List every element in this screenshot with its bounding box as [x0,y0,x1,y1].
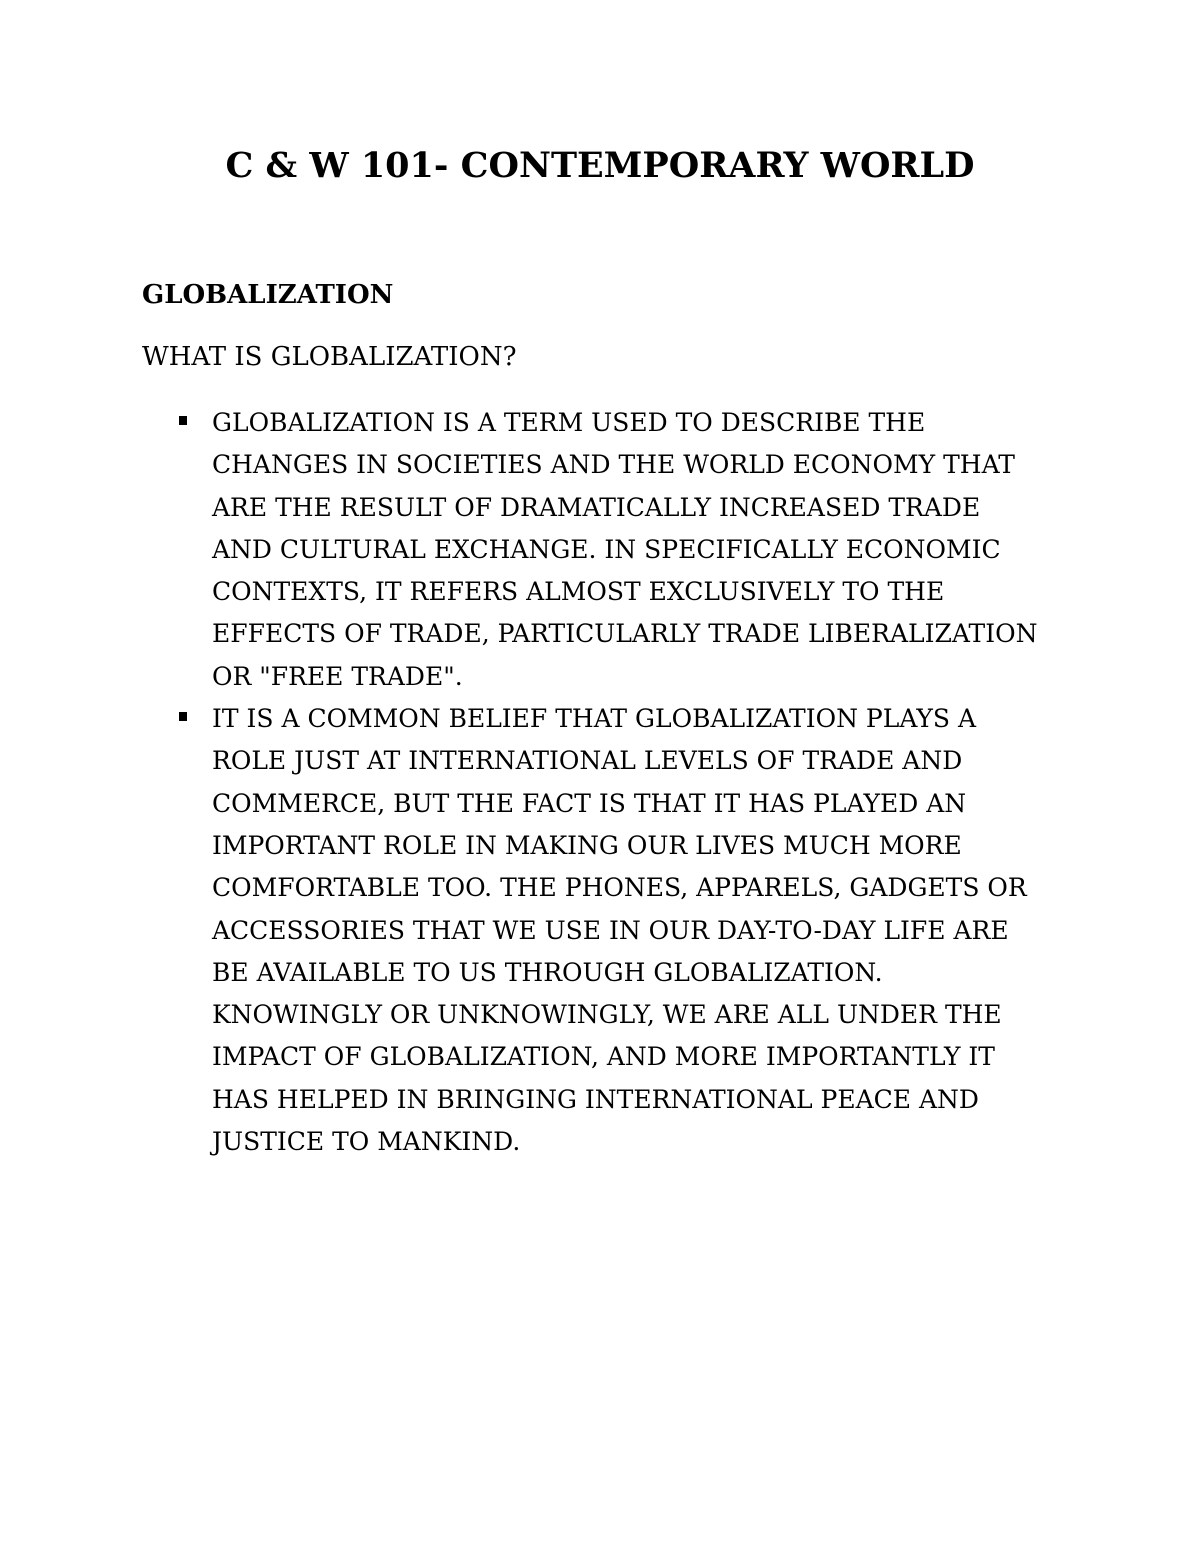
bullet-text: IT IS A COMMON BELIEF THAT GLOBALIZATION PLAYS A ROLE JUST AT INTERNATIONAL LEVELS OF TRADE AND COMMERCE, BUT THE FACT IS THAT IT HAS PLAYED AN IMPORTANT ROLE IN MAKING OUR LIVES MUCH MORE COMFORTABLE TOO. THE PHONES, APPARELS, GADGETS OR ACCESSORIES THAT WE USE IN OUR DAY-TO-DAY LIFE ARE BE AVAILABLE TO US THROUGH GLOBALIZATION. KNOWINGLY OR UNKNOWINGLY, WE ARE ALL UNDER THE IMPACT OF GLOBALIZATION, AND MORE IMPORTANTLY IT HAS HELPED IN BRINGING INTERNATIONAL PEACE AND JUSTICE TO MANKIND. [212,704,1027,1157]
bullet-text: GLOBALIZATION IS A TERM USED TO DESCRIBE THE CHANGES IN SOCIETIES AND THE WORLD ECONOMY THAT ARE THE RESULT OF DRAMATICALLY INCREASED TRADE AND CULTURAL EXCHANGE. IN SPECIFICALLY ECONOMIC CONTEXTS, IT REFERS ALMOST EXCLUSIVELY TO THE EFFECTS OF TRADE, PARTICULARLY TRADE LIBERALIZATION OR "FREE TRADE". [212,408,1038,691]
bullet-list [176,402,1076,1163]
list-item [176,698,1076,1163]
question-text: WHAT IS GLOBALIZATION? [142,342,517,372]
list-item [176,402,1076,698]
square-bullet-icon [179,712,187,721]
document-title: C & W 101- CONTEMPORARY WORLD [225,145,975,186]
square-bullet-icon [179,416,187,425]
section-heading: GLOBALIZATION [142,280,394,310]
